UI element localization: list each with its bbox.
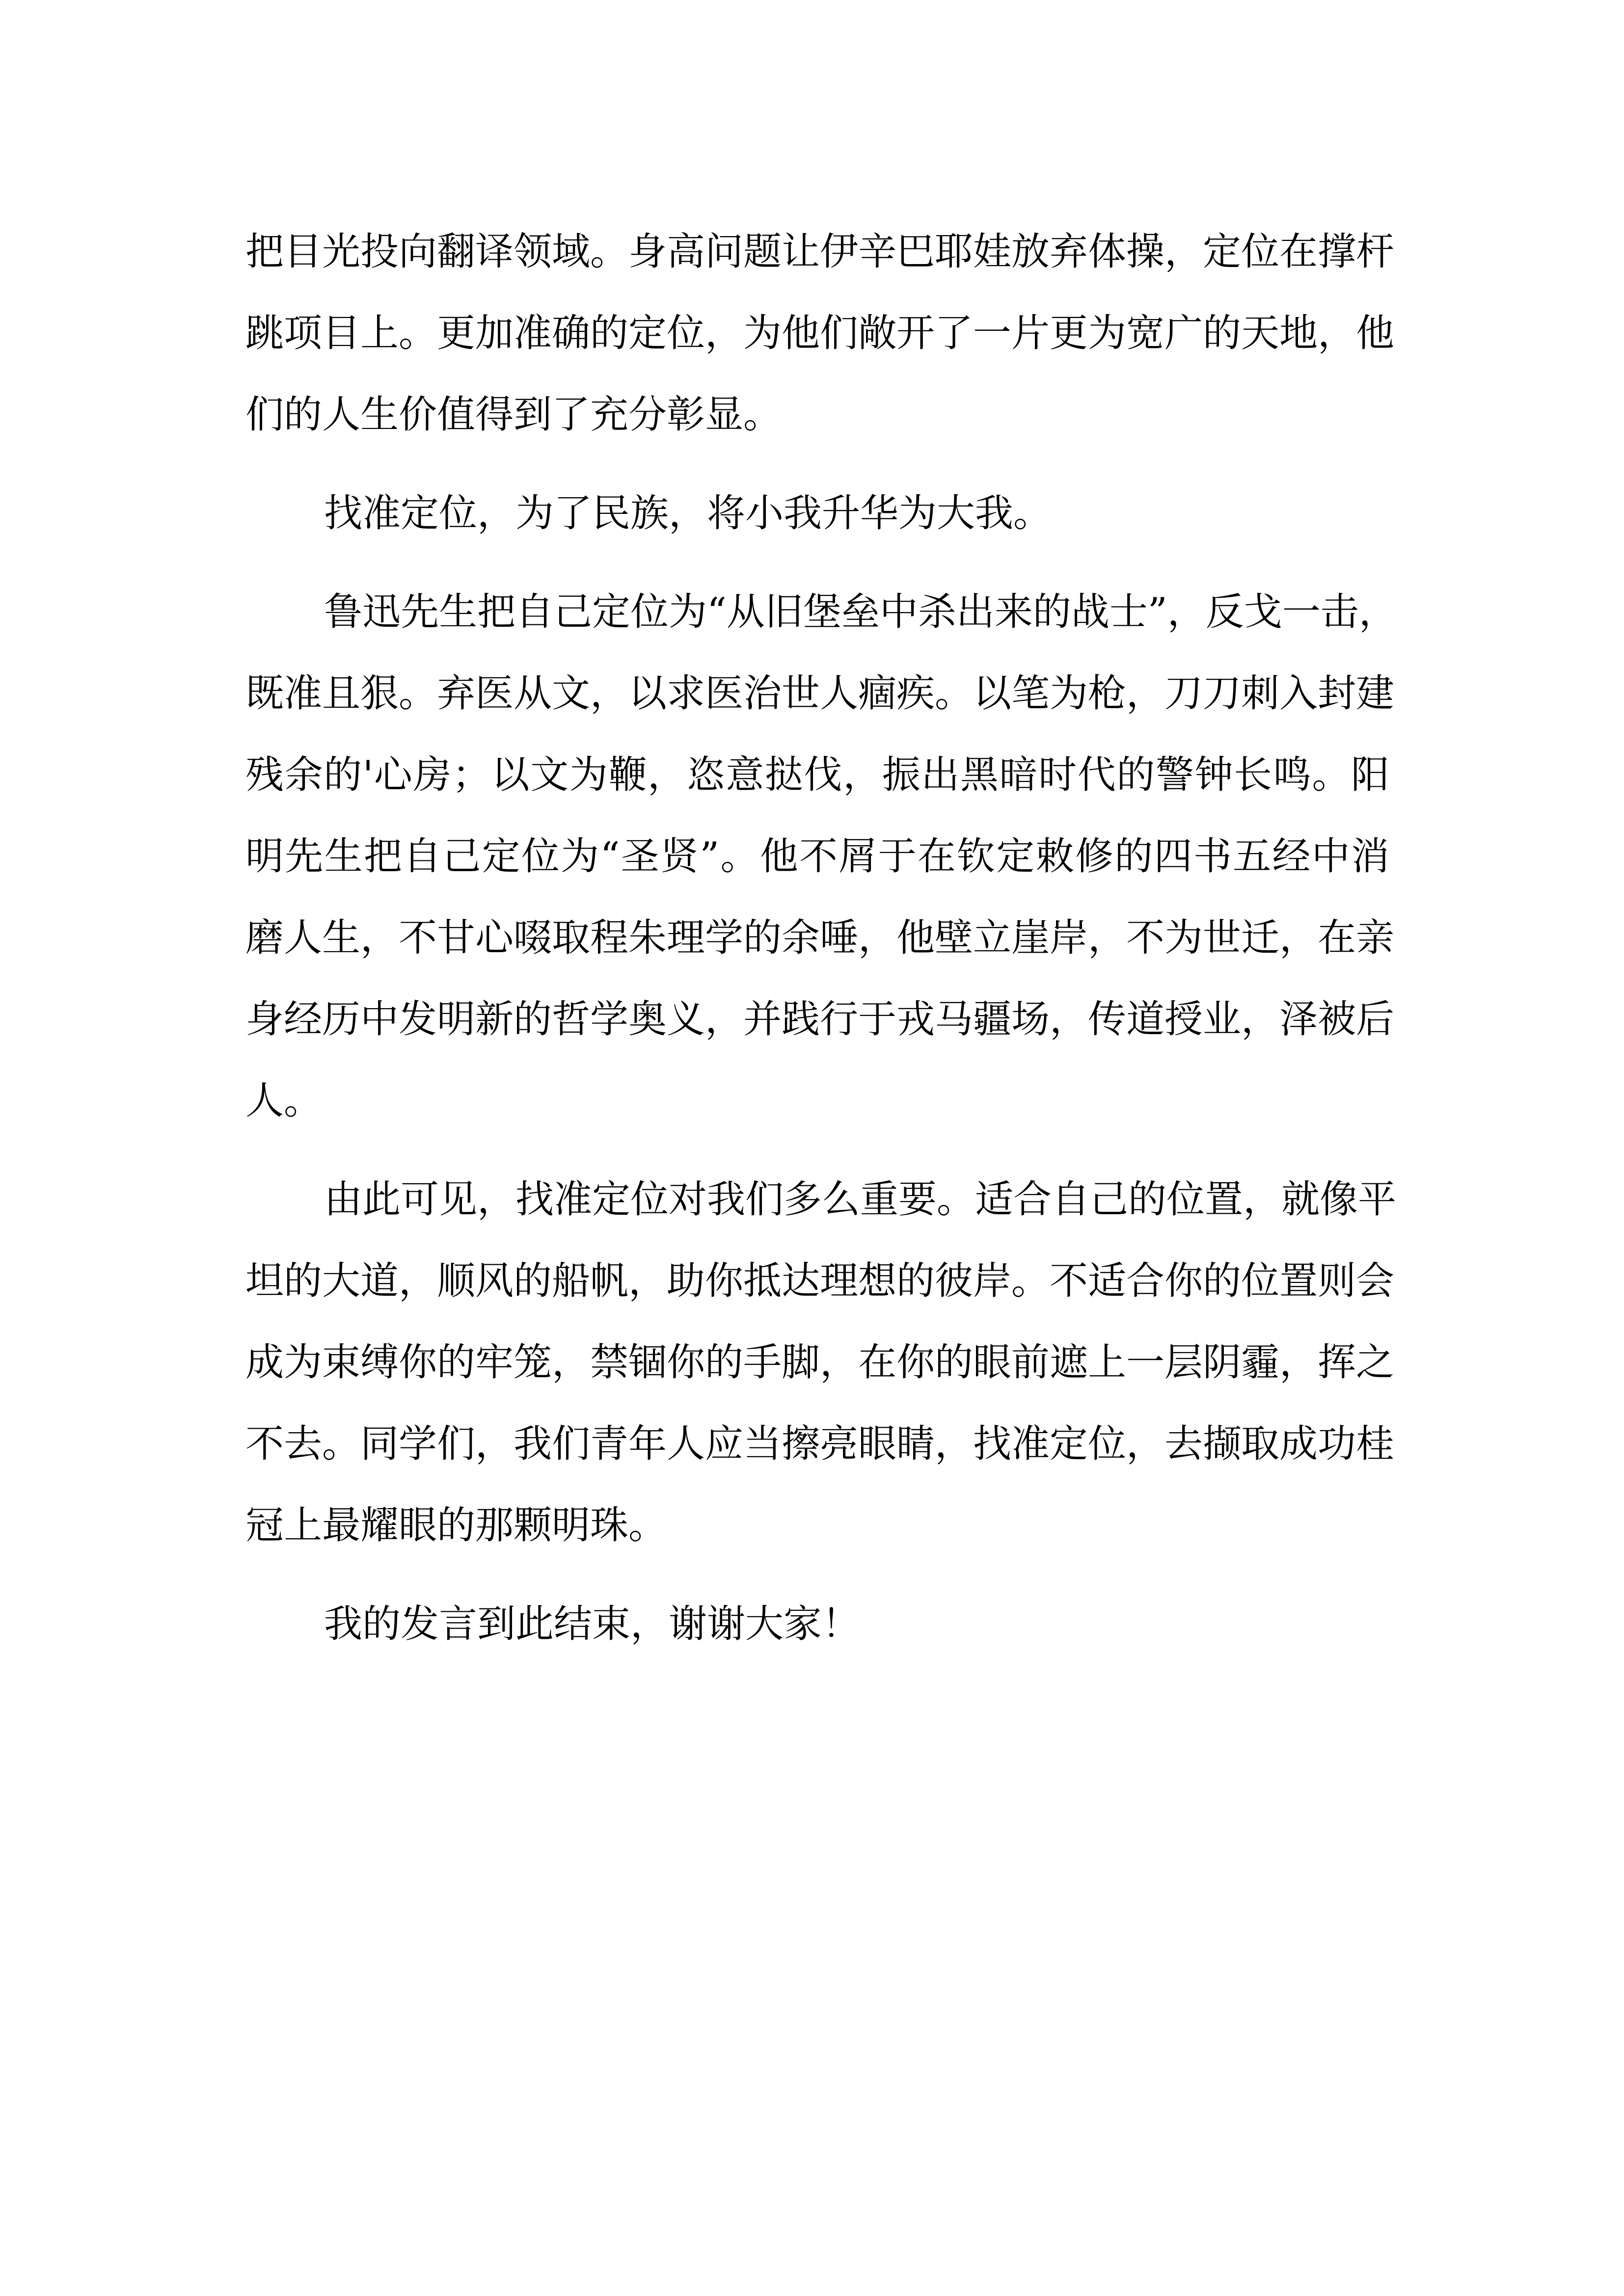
text-line: 鲁迅先生把自己定位为“从旧堡垒中杀出来的战士”，反戈一击， xyxy=(324,590,1397,634)
text-line: 身经历中发明新的哲学奥义，并践行于戎马疆场，传道授业，泽被后 xyxy=(245,997,1395,1041)
paragraph-spacer xyxy=(245,455,1389,473)
paragraph-spacer xyxy=(245,1566,1389,1583)
document-body xyxy=(245,211,1397,1665)
text-line: 由此可见，找准定位对我们多么重要。适合自己的位置，就像平 xyxy=(324,1177,1397,1222)
text-line: 找准定位，为了民族，将小我升华为大我。 xyxy=(324,491,1052,535)
text-line: 们的人生价值得到了充分彰显。 xyxy=(245,393,782,437)
paragraph-5 xyxy=(245,1583,1389,1665)
text-line: 不去。同学们，我们青年人应当擦亮眼睛，找准定位，去撷取成功桂 xyxy=(245,1422,1395,1466)
paragraph-1 xyxy=(245,211,1395,455)
paragraph-spacer xyxy=(245,1142,1389,1159)
paragraph-spacer xyxy=(245,554,1389,571)
text-line: 冠上最耀眼的那颗明珠。 xyxy=(245,1503,667,1548)
text-line: 既准且狠。弃医从文，以求医治世人痼疾。以笔为枪，刀刀刺入封建 xyxy=(245,671,1395,716)
text-line: 磨人生，不甘心啜取程朱理学的余唾，他壁立崖岸，不为世迁，在亲 xyxy=(245,916,1395,960)
text-line: 明先生把自己定位为“圣贤”。他不屑于在钦定敕修的四书五经中消 xyxy=(245,834,1389,879)
text-line: 我的发言到此结束，谢谢大家！ xyxy=(324,1602,861,1646)
text-line: 跳项目上。更加准确的定位，为他们敞开了一片更为宽广的天地，他 xyxy=(245,311,1395,355)
text-line: 成为束缚你的牢笼，禁锢你的手脚，在你的眼前遮上一层阴霾，挥之 xyxy=(245,1340,1395,1385)
text-line: 把目光投向翻译领域。身高问题让伊辛巴耶娃放弃体操，定位在撑杆 xyxy=(245,230,1395,274)
paragraph-2 xyxy=(245,473,1389,554)
paragraph-4 xyxy=(245,1159,1397,1566)
text-line: 人。 xyxy=(245,1079,323,1123)
text-line: 坦的大道，顺风的船帆，助你抵达理想的彼岸。不适合你的位置则会 xyxy=(245,1259,1395,1303)
paragraph-3 xyxy=(245,571,1397,1142)
text-line: 残余的'心房；以文为鞭，恣意挞伐，振出黑暗时代的警钟长鸣。阳 xyxy=(245,753,1389,797)
